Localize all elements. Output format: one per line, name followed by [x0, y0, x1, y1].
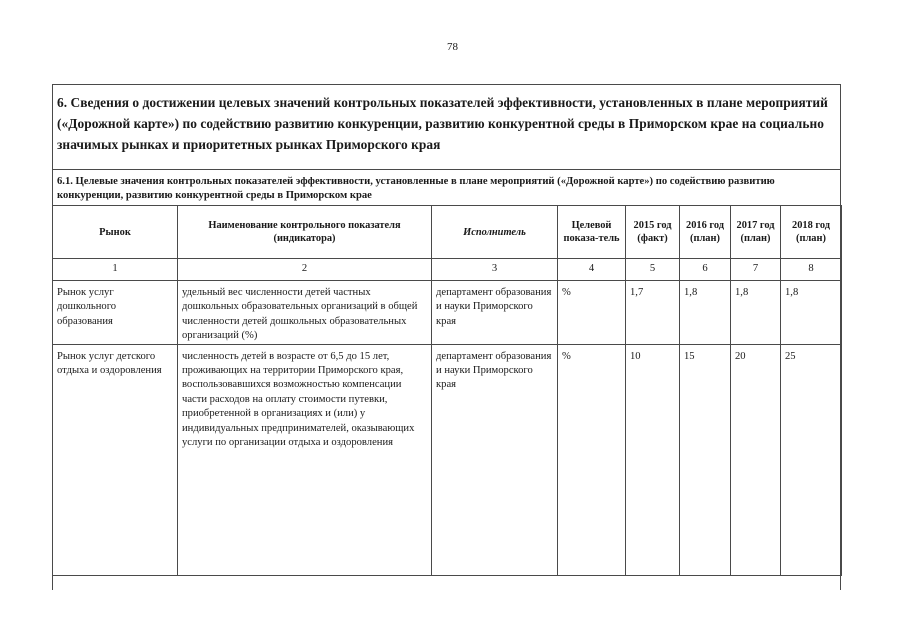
header-executor: Исполнитель	[432, 206, 558, 259]
value-2015-cell: 1,7	[630, 287, 644, 298]
header-row	[53, 206, 842, 259]
header-target: Целевой показа-тель	[558, 206, 626, 259]
column-index: 4	[558, 259, 626, 281]
column-index: 6	[680, 259, 731, 281]
indicator-cell: удельный вес численности детей частных дошкольных образовательных организаций в общей численности детей дошкольных образовательных организаций (%)	[182, 287, 418, 342]
table-row	[53, 344, 842, 575]
section-title: 6. Сведения о достижении целевых значений контрольных показателей эффективности, установленных в плане мероприятий («Дорожной карте») по содействию развитию конкуренции, развитию конкурентной среды в Приморском крае на социально значимых рынках и приоритетных рынках Приморского края	[57, 95, 828, 152]
header-market: Рынок	[53, 206, 178, 259]
value-2016-cell: 1,8	[684, 287, 698, 298]
column-index: 7	[731, 259, 781, 281]
column-index: 5	[626, 259, 680, 281]
executor-cell: департамент образования и науки Приморского края	[436, 287, 552, 327]
executor-cell: департамент образования и науки Приморского края	[436, 350, 552, 391]
column-index: 1	[53, 259, 178, 281]
header-2018: 2018 год (план)	[781, 206, 842, 259]
value-2017-cell: 20	[735, 350, 746, 362]
market-cell: Рынок услуг детского отдыха и оздоровления	[57, 350, 162, 377]
value-2016-cell: 15	[684, 350, 695, 362]
header-2016: 2016 год (план)	[680, 206, 731, 259]
subsection-title: 6.1. Целевые значения контрольных показателей эффективности, установленные в плане мероприятий («Дорожной карте») по содействию развитию конкуренции, развитию конкурентной среды в Приморском крае	[57, 176, 775, 201]
column-index: 8	[781, 259, 842, 281]
indicator-cell: численность детей в возрасте от 6,5 до 15 лет, проживающих на территории Приморского края, воспользовавшихся возможностью компенсации части расходов на оплату стоимости путевки, приобретенной в организациях и (или) у индивидуальных предпринимателей, оказывающих услуги по организации отдыха и оздоровления	[182, 350, 415, 449]
column-index-row	[53, 259, 842, 281]
value-2015-cell: 10	[630, 350, 641, 362]
column-index: 3	[432, 259, 558, 281]
indicators-table	[52, 205, 842, 576]
header-2015: 2015 год (факт)	[626, 206, 680, 259]
document-frame	[52, 84, 841, 590]
unit-cell: %	[562, 287, 571, 298]
value-2018-cell: 25	[785, 350, 796, 362]
section-divider	[53, 169, 840, 170]
table-row	[53, 281, 842, 345]
header-indicator: Наименование контрольного показателя (индикатора)	[178, 206, 432, 259]
page-number: 78	[447, 41, 458, 53]
value-2018-cell: 1,8	[785, 287, 799, 298]
market-cell: Рынок услуг дошкольного образования	[57, 287, 117, 327]
column-index: 2	[178, 259, 432, 281]
header-2017: 2017 год (план)	[731, 206, 781, 259]
value-2017-cell: 1,8	[735, 287, 749, 298]
unit-cell: %	[562, 350, 571, 362]
